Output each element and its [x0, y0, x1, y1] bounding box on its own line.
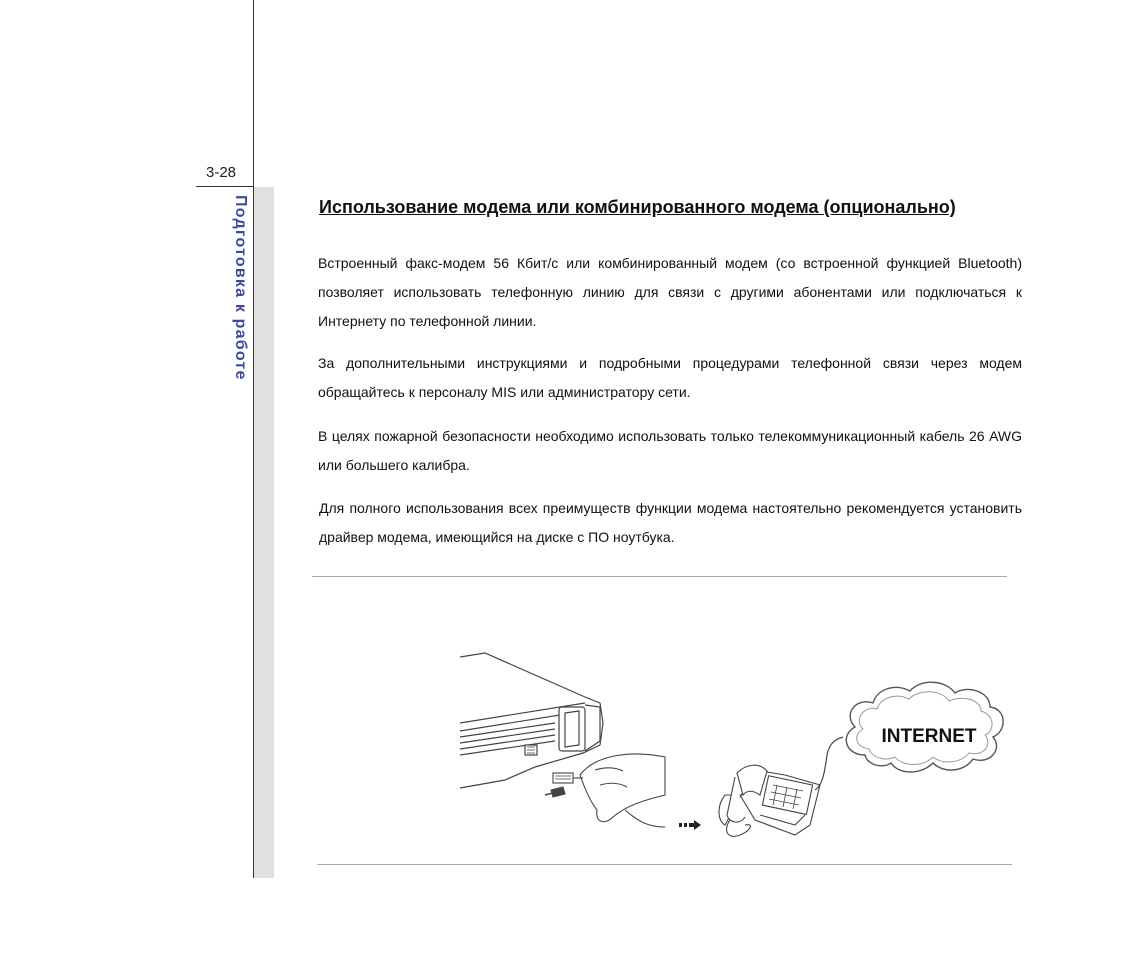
cloud-label: INTERNET: [881, 726, 977, 747]
figure-top-rule: [312, 576, 1007, 577]
modem-connection-illustration: [455, 645, 1015, 855]
phone-cord: [815, 737, 843, 790]
paragraph-driver-install: Для полного использования всех преимуществ функции модема настоятельно рекомендуется установить драйвер модема, имеющийся на диске с ПО ноутбука.: [319, 500, 1022, 545]
laptop-icon: [460, 653, 603, 788]
arrow-icon: [679, 820, 701, 830]
figure-bottom-rule: [317, 864, 1012, 865]
hand-plug-icon: [545, 754, 665, 827]
page-number: 3-28: [206, 164, 237, 181]
side-gray-bar: [254, 187, 274, 878]
paragraph-support-contact: За дополнительными инструкциями и подробными процедурами телефонной связи через модем обращайтесь к персоналу MIS или администратору сети.: [318, 355, 1022, 400]
chapter-side-tab: Подготовка к работе: [232, 195, 249, 381]
paragraph-fire-safety: В целях пожарной безопасности необходимо использовать только телекоммуникационный кабель 26 AWG или большего калибра.: [318, 428, 1022, 473]
page-number-rule: [196, 186, 254, 187]
telephone-icon: [719, 765, 820, 836]
paragraph-modem-intro: Встроенный факс-модем 56 Кбит/с или комбинированный модем (со встроенной функцией Bluetooth) позволяет использовать телефонную линию для связи с другими абонентами или подключаться к Интернету по телефонной линии.: [318, 255, 1022, 329]
internet-cloud-icon: [846, 682, 1003, 772]
section-title: Использование модема или комбинированного модема (опционально): [319, 197, 956, 217]
